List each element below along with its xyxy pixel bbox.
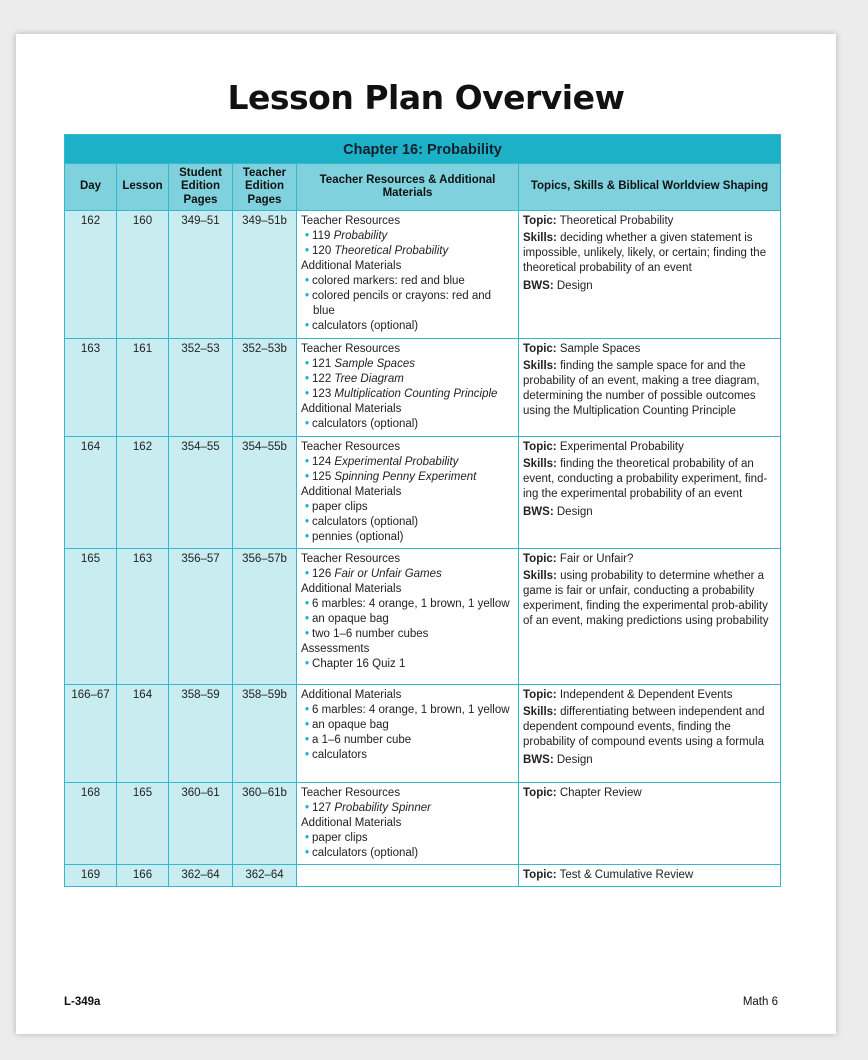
teacher-resources-label: Teacher Resources bbox=[301, 553, 401, 565]
additional-materials-label: Additional Materials bbox=[301, 689, 402, 701]
list-item bbox=[301, 703, 514, 718]
list-item bbox=[301, 846, 514, 861]
bullet-icon: • bbox=[305, 319, 310, 332]
bws-line bbox=[523, 753, 776, 768]
list-item bbox=[301, 455, 514, 470]
page-title: Lesson Plan Overview bbox=[227, 78, 625, 117]
bws-text: Design bbox=[556, 279, 593, 292]
skills-text: deciding whether a given statement is impossible, unlikely, likely, or certain; finding the theoretical probability of an event bbox=[523, 231, 767, 274]
day-cell: 169 bbox=[65, 865, 117, 887]
skills-label: Skills: bbox=[523, 359, 557, 372]
topics-cell bbox=[519, 685, 781, 783]
bullet-icon: • bbox=[305, 387, 310, 400]
resources-cell bbox=[297, 783, 519, 865]
topic-line bbox=[523, 552, 776, 567]
topic-line bbox=[523, 440, 776, 455]
bullet-icon: • bbox=[305, 801, 310, 814]
skills-text: finding the sample space for and the probability of an event, making a tree diagram, determining the number of possible outcomes using the Multiplication Counting Principle bbox=[523, 359, 760, 417]
lesson-cell: 165 bbox=[117, 783, 169, 865]
resource-number: 123 bbox=[312, 387, 332, 400]
teacher-pages-cell: 356–57b bbox=[233, 549, 297, 685]
bullet-icon: • bbox=[305, 289, 310, 302]
additional-materials-label: Additional Materials bbox=[301, 259, 402, 272]
teacher-resources-label: Teacher Resources bbox=[301, 343, 401, 355]
assessments-label: Assessments bbox=[301, 642, 370, 655]
table-row bbox=[65, 865, 781, 887]
topic-label: Topic: bbox=[523, 787, 557, 799]
bullet-icon: • bbox=[305, 274, 310, 287]
bws-line bbox=[523, 279, 776, 294]
list-item bbox=[301, 567, 514, 582]
header-lesson: Lesson bbox=[117, 164, 169, 211]
material-text: an opaque bag bbox=[312, 718, 389, 731]
resources-cell bbox=[297, 549, 519, 685]
day-cell: 165 bbox=[65, 549, 117, 685]
lesson-cell: 162 bbox=[117, 437, 169, 549]
material-text: pennies (optional) bbox=[312, 530, 404, 543]
topic-label: Topic: bbox=[523, 869, 557, 881]
resource-title: Sample Spaces bbox=[334, 357, 415, 370]
lesson-cell: 161 bbox=[117, 339, 169, 437]
bws-text: Design bbox=[556, 505, 593, 518]
student-pages-cell: 358–59 bbox=[169, 685, 233, 783]
bullet-icon: • bbox=[305, 831, 310, 844]
teacher-pages-cell: 360–61b bbox=[233, 783, 297, 865]
header-student-pages: Student Edition Pages bbox=[169, 164, 233, 211]
bws-label: BWS: bbox=[523, 505, 554, 518]
student-pages-cell: 352–53 bbox=[169, 339, 233, 437]
list-item bbox=[301, 417, 514, 432]
lesson-cell: 160 bbox=[117, 211, 169, 339]
bws-text: Design bbox=[556, 753, 593, 766]
list-item bbox=[301, 612, 514, 627]
bullet-icon: • bbox=[305, 627, 310, 640]
resource-number: 122 bbox=[312, 372, 332, 385]
list-item bbox=[301, 801, 514, 816]
skills-text: finding the theoretical probability of an event, conducting a probability experiment, find-ing the experimental probability of an event bbox=[523, 457, 768, 500]
material-text: colored markers: red and blue bbox=[312, 274, 465, 287]
resources-cell bbox=[297, 339, 519, 437]
topics-cell bbox=[519, 437, 781, 549]
teacher-resources-label: Teacher Resources bbox=[301, 215, 401, 227]
resource-title: Probability bbox=[333, 229, 388, 242]
chapter-heading: Chapter 16: Probability bbox=[65, 135, 781, 164]
topics-cell bbox=[519, 783, 781, 865]
day-cell: 164 bbox=[65, 437, 117, 549]
teacher-pages-cell: 354–55b bbox=[233, 437, 297, 549]
bws-label: BWS: bbox=[523, 753, 554, 766]
material-text: 6 marbles: 4 orange, 1 brown, 1 yellow bbox=[312, 703, 510, 716]
header-day: Day bbox=[65, 164, 117, 211]
student-pages-cell: 354–55 bbox=[169, 437, 233, 549]
resources-cell bbox=[297, 685, 519, 783]
list-item bbox=[301, 597, 514, 612]
student-pages-cell: 360–61 bbox=[169, 783, 233, 865]
bullet-icon: • bbox=[305, 733, 310, 746]
topic-text: Theoretical Probability bbox=[559, 215, 674, 227]
teacher-pages-cell: 358–59b bbox=[233, 685, 297, 783]
list-item bbox=[301, 831, 514, 846]
table-row bbox=[65, 211, 781, 339]
skills-line bbox=[523, 569, 776, 629]
day-cell: 162 bbox=[65, 211, 117, 339]
skills-label: Skills: bbox=[523, 457, 557, 470]
material-text: paper clips bbox=[312, 831, 368, 844]
bullet-icon: • bbox=[305, 455, 310, 468]
bullet-icon: • bbox=[305, 703, 310, 716]
list-item bbox=[301, 274, 514, 289]
bullet-icon: • bbox=[305, 500, 310, 513]
additional-materials-label: Additional Materials bbox=[301, 582, 402, 595]
header-topics: Topics, Skills & Biblical Worldview Shaping bbox=[519, 164, 781, 211]
topics-cell bbox=[519, 549, 781, 685]
resources-cell bbox=[297, 437, 519, 549]
topic-line bbox=[523, 688, 776, 703]
list-item bbox=[301, 500, 514, 515]
table-row bbox=[65, 437, 781, 549]
topic-text: Experimental Probability bbox=[559, 441, 684, 453]
list-item bbox=[301, 387, 514, 402]
bws-line bbox=[523, 505, 776, 520]
student-pages-cell: 356–57 bbox=[169, 549, 233, 685]
skills-label: Skills: bbox=[523, 569, 557, 582]
bullet-icon: • bbox=[305, 567, 310, 580]
resource-title: Multiplication Counting Principle bbox=[334, 387, 498, 400]
resource-number: 126 bbox=[312, 567, 332, 580]
skills-line bbox=[523, 231, 776, 276]
topic-label: Topic: bbox=[523, 553, 557, 565]
page bbox=[16, 34, 836, 1034]
material-text: calculators bbox=[312, 748, 367, 761]
page-number: L-349a bbox=[64, 996, 101, 1008]
topic-line bbox=[523, 214, 776, 229]
material-text: an opaque bag bbox=[312, 612, 389, 625]
bullet-icon: • bbox=[305, 718, 310, 731]
list-item bbox=[301, 372, 514, 387]
resource-number: 127 bbox=[312, 801, 332, 814]
table-row bbox=[65, 685, 781, 783]
topic-text: Fair or Unfair? bbox=[559, 553, 634, 565]
skills-label: Skills: bbox=[523, 705, 557, 718]
teacher-pages-cell: 352–53b bbox=[233, 339, 297, 437]
topic-text: Test & Cumulative Review bbox=[559, 869, 694, 881]
topic-label: Topic: bbox=[523, 441, 557, 453]
resource-title: Tree Diagram bbox=[334, 372, 404, 385]
material-text: calculators (optional) bbox=[312, 319, 419, 332]
topic-label: Topic: bbox=[523, 689, 557, 701]
material-text: a 1–6 number cube bbox=[312, 733, 412, 746]
material-text: colored pencils or crayons: red and bbox=[312, 289, 492, 302]
list-item bbox=[301, 515, 514, 530]
material-text: calculators (optional) bbox=[312, 515, 419, 528]
topic-label: Topic: bbox=[523, 343, 557, 355]
day-cell: 168 bbox=[65, 783, 117, 865]
list-item bbox=[301, 289, 514, 304]
bullet-icon: • bbox=[305, 657, 310, 670]
skills-line bbox=[523, 359, 776, 419]
list-item bbox=[301, 319, 514, 334]
topics-cell bbox=[519, 211, 781, 339]
book-title: Math 6 bbox=[742, 996, 778, 1008]
bullet-icon: • bbox=[305, 846, 310, 859]
resource-number: 120 bbox=[312, 244, 332, 257]
resource-number: 119 bbox=[312, 229, 331, 242]
topic-text: Chapter Review bbox=[559, 787, 642, 799]
day-cell: 163 bbox=[65, 339, 117, 437]
material-text: paper clips bbox=[312, 500, 368, 513]
assessment-text: Chapter 16 Quiz 1 bbox=[312, 657, 406, 670]
topic-line bbox=[523, 342, 776, 357]
bullet-icon: • bbox=[305, 372, 310, 385]
student-pages-cell: 362–64 bbox=[169, 865, 233, 887]
resource-title: Theoretical Probability bbox=[334, 244, 449, 257]
list-item bbox=[301, 733, 514, 748]
teacher-resources-label: Teacher Resources bbox=[301, 787, 401, 799]
list-item bbox=[301, 530, 514, 545]
resource-number: 124 bbox=[312, 455, 332, 468]
bullet-icon: • bbox=[305, 229, 310, 242]
bullet-icon: • bbox=[305, 244, 310, 257]
bullet-icon: • bbox=[305, 612, 310, 625]
resource-title: Probability Spinner bbox=[334, 801, 431, 814]
topics-cell bbox=[519, 865, 781, 887]
bullet-icon: • bbox=[305, 357, 310, 370]
resources-cell bbox=[297, 865, 519, 887]
resource-title: Experimental Probability bbox=[334, 455, 459, 468]
day-cell: 166–67 bbox=[65, 685, 117, 783]
material-text: 6 marbles: 4 orange, 1 brown, 1 yellow bbox=[312, 597, 510, 610]
resource-number: 121 bbox=[312, 357, 332, 370]
list-item bbox=[301, 718, 514, 733]
additional-materials-label: Additional Materials bbox=[301, 485, 402, 498]
resource-title: Spinning Penny Experiment bbox=[334, 470, 477, 483]
table-row bbox=[65, 549, 781, 685]
list-item bbox=[301, 657, 514, 672]
skills-label: Skills: bbox=[523, 231, 557, 244]
material-text-wrap: blue bbox=[313, 304, 335, 317]
bullet-icon: • bbox=[305, 597, 310, 610]
skills-line bbox=[523, 705, 776, 750]
header-row bbox=[65, 164, 781, 211]
topic-text: Sample Spaces bbox=[559, 343, 641, 355]
list-item bbox=[301, 627, 514, 642]
list-item bbox=[301, 748, 514, 763]
topic-line bbox=[523, 868, 776, 883]
material-text: calculators (optional) bbox=[312, 846, 419, 859]
teacher-pages-cell: 362–64 bbox=[233, 865, 297, 887]
student-pages-cell: 349–51 bbox=[169, 211, 233, 339]
topic-line bbox=[523, 786, 776, 801]
additional-materials-label: Additional Materials bbox=[301, 816, 402, 829]
skills-text: differentiating between independent and dependent compound events, finding the probability of compound events using a formula bbox=[523, 705, 765, 748]
bullet-icon: • bbox=[305, 417, 310, 430]
lesson-cell: 166 bbox=[117, 865, 169, 887]
list-item bbox=[301, 357, 514, 372]
teacher-pages-cell: 349–51b bbox=[233, 211, 297, 339]
topics-cell bbox=[519, 339, 781, 437]
topic-label: Topic: bbox=[523, 215, 557, 227]
header-teacher-pages: Teacher Edition Pages bbox=[233, 164, 297, 211]
bullet-icon: • bbox=[305, 530, 310, 543]
lesson-plan-table bbox=[64, 134, 781, 887]
lesson-cell: 164 bbox=[117, 685, 169, 783]
skills-line bbox=[523, 457, 776, 502]
list-item bbox=[301, 244, 514, 259]
resource-number: 125 bbox=[312, 470, 332, 483]
material-text: two 1–6 number cubes bbox=[312, 627, 429, 640]
bws-label: BWS: bbox=[523, 279, 554, 292]
material-text: calculators (optional) bbox=[312, 417, 419, 430]
bullet-icon: • bbox=[305, 748, 310, 761]
topic-text: Independent & Dependent Events bbox=[559, 689, 733, 701]
list-item bbox=[301, 470, 514, 485]
lesson-cell: 163 bbox=[117, 549, 169, 685]
additional-materials-label: Additional Materials bbox=[301, 402, 402, 415]
skills-text: using probability to determine whether a game is fair or unfair, conducting a probability experiment, finding the experimental prob-ability of an event, making predictions using probability bbox=[523, 569, 769, 627]
resources-cell bbox=[297, 211, 519, 339]
resource-title: Fair or Unfair Games bbox=[334, 567, 442, 580]
table-row bbox=[65, 339, 781, 437]
bullet-icon: • bbox=[305, 515, 310, 528]
teacher-resources-label: Teacher Resources bbox=[301, 441, 401, 453]
header-resources: Teacher Resources & Additional Materials bbox=[297, 164, 519, 211]
list-item bbox=[301, 229, 514, 244]
table-row bbox=[65, 783, 781, 865]
bullet-icon: • bbox=[305, 470, 310, 483]
